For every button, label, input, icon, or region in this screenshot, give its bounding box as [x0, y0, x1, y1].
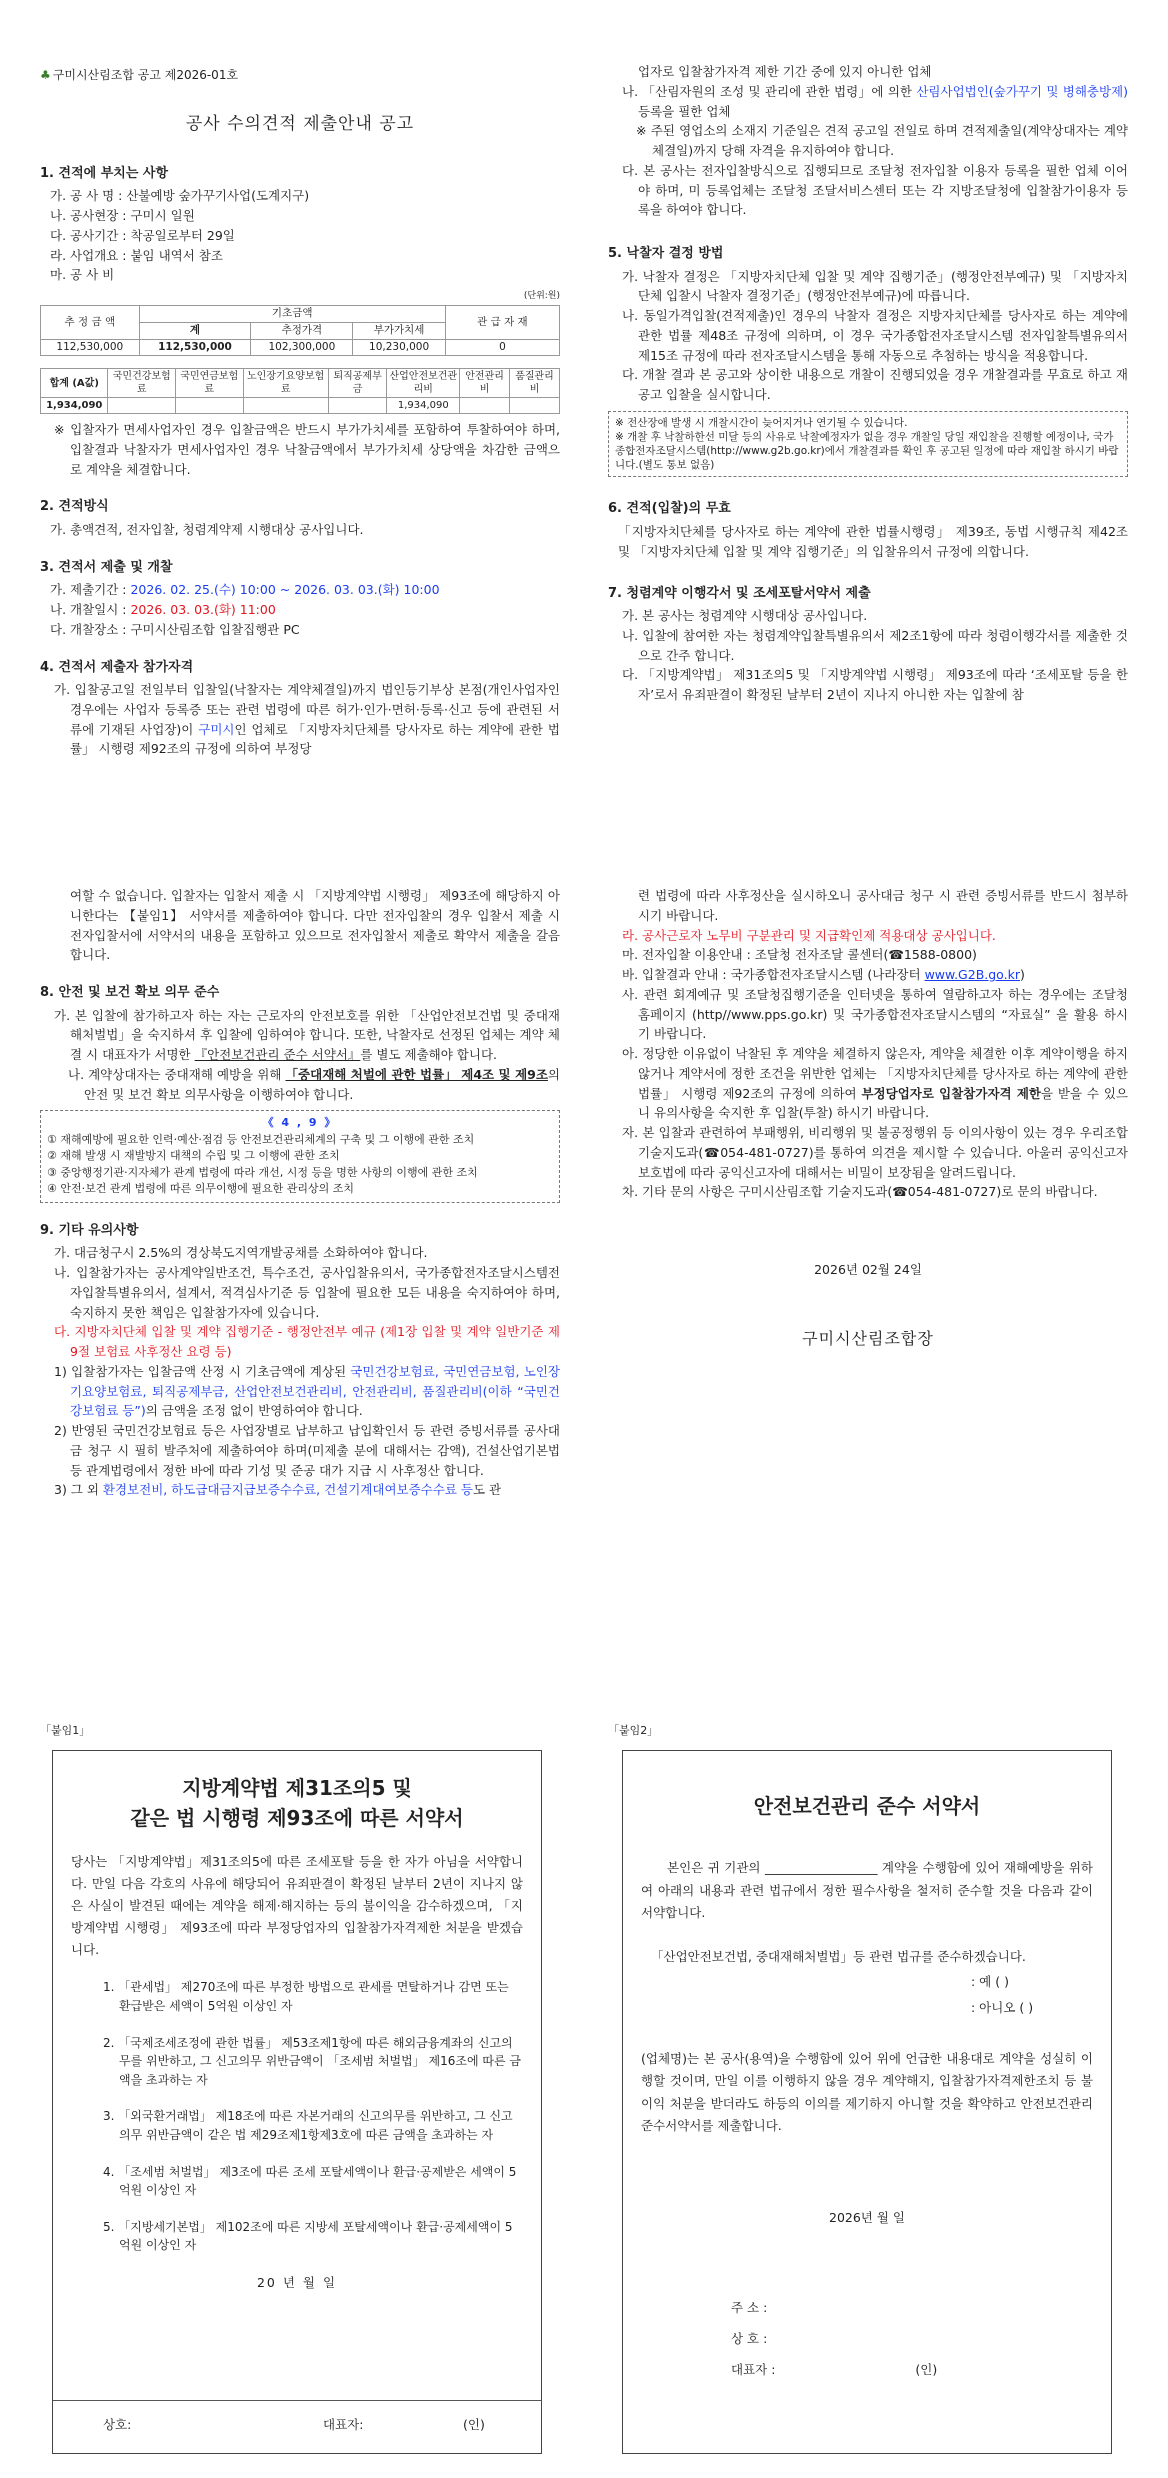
section5-heading: 5. 낙찰자 결정 방법 [608, 246, 724, 261]
s9-item-c: 다. 지방자치단체 입찰 및 계약 집행기준 - 행정안전부 예규 (제1장 입찰 및 계약 일반기준 제9절 보험료 사후정산 요령 등) [54, 1324, 560, 1360]
att2-date: 2026년 월 일 [829, 2209, 905, 2225]
s5-note: ※ 전산장애 발생 시 개찰시간이 늦어지거나 연기될 수 있습니다. [615, 416, 908, 429]
att1-company-label: 상호: [103, 2417, 132, 2433]
s8-item-a: 가. 본 입찰에 참가하고자 하는 자는 근로자의 안전보호를 위한 「산업안전보건법 및 중대재해처벌법」을 숙지하셔 후 입찰에 임하여야 합니다. 또한, 낙찰자로 선정된 업체는 계약 체결 시 대표자가 서명한 『안전보건관리 준수 서약서』를 별도 제출해야 합니다. [54, 1007, 560, 1063]
table-cell [108, 398, 176, 414]
forest-association-logo-icon: ♣ [40, 68, 51, 82]
att2-law-statement: 「산업안전보건법, 중대재해처벌법」등 관련 법규를 준수하겠습니다. [651, 1948, 1026, 1964]
table-header: 안전관리비 [460, 369, 510, 398]
s4-item-a-cont: 업자로 입찰참가자격 제한 기간 중에 있지 아니한 업체 [638, 64, 932, 79]
s4-item-a: 가. 입찰공고일 전일부터 입찰일(낙찰자는 계약체결일)까지 법인등기부상 본점(개인사업자인 경우에는 사업자 등록증 또는 관련 법령에 따른 허가·인가·면허·등록·신고 등에 관련된 서류에 기재된 사업장)이 구미시인 업체로 「지방자치단체를 당사자로 하는 계약에 관한 법률」 시행령 제92조의 규정에 의하여 부정당 [54, 682, 560, 757]
att2-rep-label: 대표자 : [731, 2362, 776, 2377]
att2-yes-option[interactable]: : 예 ( ) [971, 1974, 1009, 1990]
table-cell [243, 398, 328, 414]
article-box-item: ① 재해예방에 필요한 인력·예산·점검 등 안전보건관리체계의 구축 및 그 이행에 관한 조치 [47, 1132, 475, 1146]
attachment1-pledge-form [52, 1750, 542, 2454]
announcement-header [40, 66, 560, 85]
table-header: 계 [139, 322, 251, 339]
s2-body: 가. 총액견적, 전자입찰, 청렴계약제 시행대상 공사입니다. [50, 522, 364, 538]
att2-body: (업체명)는 본 공사(용역)을 수행함에 있어 위에 언급한 내용대로 계약을 성실히 이행할 것이며, 만일 이를 이행하지 않을 경우 계약해지, 입찰참가자격제한조치 등 불이익 처분을 받더라도 하등의 이의를 제기하지 아니할 것을 확약하고 안전보건관리 준수서약서를 제출합니다. [641, 2050, 1093, 2134]
announcement-number: 구미시산림조합 공고 제2026-01호 [52, 68, 239, 82]
article-box-item: ④ 안전·보건 관계 법령에 따른 의무이행에 필요한 관리상의 조치 [47, 1182, 354, 1196]
forest-business-link: 산림사업법인(숲가꾸기 및 병해충방제) [916, 83, 1128, 99]
table-header: 국민연금보험료 [176, 369, 244, 398]
table-header: 합계 (A값) [41, 369, 108, 398]
s7-item-c: 다. 「지방계약법」 제31조의5 및 「지방계약법 시행령」 제93조에 따라 ‘조세포탈 등을 한 자’로서 유죄판결이 확정된 날부터 2년이 지나지 아니한 자는 입찰에 참 [622, 667, 1128, 703]
table-header: 추정가격 [251, 322, 353, 339]
att1-item: 1. 「관세법」 제270조에 따른 부정한 방법으로 관세를 면탈하거나 감면 또는 환급받은 세액이 5억원 이상인 자 [103, 1980, 509, 2013]
page2-right-column [608, 886, 1128, 1351]
table-header: 노인장기요양보험료 [243, 369, 328, 398]
table-header: 품질관리비 [510, 369, 560, 398]
page1-left-column [40, 66, 560, 759]
s9-item-a: 가. 대금청구시 2.5%의 경상북도지역개발공채를 소화하여야 합니다. [54, 1245, 428, 1261]
city-name: 구미시 [198, 721, 235, 737]
insurance-table [40, 368, 560, 414]
insurance-list: 국민건강보험료, 국민연금보험, 노인장기요양보험료, 퇴직공제부금, 산업안전보건관리비, 안전관리비, 품질관리비(이하 “국민건강보험료 등”) [70, 1363, 560, 1419]
submission-period: 가. 제출기간 : 2026. 02. 25.(수) 10:00 ~ 2026. 03. 03.(화) 10:00 [50, 582, 440, 598]
table-cell: 1,934,090 [41, 398, 108, 414]
att1-title-line1: 지방계약법 제31조의5 및 [182, 1776, 412, 1800]
s9-item-ra: 라. 공사근로자 노무비 구분관리 및 지급확인제 적용대상 공사입니다. [622, 927, 996, 943]
s4-star-note: ※ 주된 영업소의 소재지 기준일은 견적 공고일 전일로 하며 견적제출일(계약상대자는 계약체결일)까지 당해 자격을 유지하여야 합니다. [636, 123, 1128, 158]
table-header: 부가가치세 [353, 322, 445, 339]
s6-body: 「지방자치단체를 당사자로 하는 계약에 관한 법률시행령」 제39조, 동법 시행규칙 제42조 및 「지방자치단체 입찰 및 계약 집행기준」의 입찰유의서 규정에 의합니다. [618, 524, 1128, 559]
s1-item: 가. 공 사 명 : 산불예방 숲가꾸기사업(도계지구) [50, 188, 310, 204]
s5-item-a: 가. 낙찰자 결정은 「지방자치단체 입찰 및 계약 집행기준」(행정안전부예규) 및 「지방자치단체 입찰시 낙찰자 결정기준」(행정안전부예규)에 따릅니다. [622, 268, 1128, 304]
s5-item-b: 나. 동일가격입찰(견적제출)인 경우의 낙찰자 결정은 지방자치단체를 당사자로 하는 계약에 관한 법률 제48조 규정에 의하며, 이 경우 국가종합전자조달시스템 전자입찰특별유의서 제15조 규정에 따라 전자조달시스템을 통해 자동으로 추첨하는 방식을 적용합니다. [622, 308, 1128, 363]
submission-period-value: 2026. 02. 25.(수) 10:00 ~ 2026. 03. 03.(화) 10:00 [130, 582, 440, 598]
s7-item-a: 가. 본 공사는 청렴계약 시행대상 공사입니다. [622, 608, 868, 624]
s9-item-c2: 2) 반영된 국민건강보험료 등은 사업장별로 납부하고 납입확인서 등 관련 증빙서류를 공사대금 청구 시 필히 발주처에 제출하여야 하며(미제출 분에 대해서는 감액), 건설산업기본법 등 관계법령에서 정한 바에 따라 기성 및 준공 대가 지급 시 사후정산 합니다. [54, 1423, 560, 1478]
table-cell [176, 398, 244, 414]
vat-note: ※ 입찰자가 면세사업자인 경우 입찰금액은 반드시 부가가치세를 포함하여 투찰하여야 하며, 입찰결과 낙찰자가 면세사업자인 경우 낙찰금액에서 부가가치세 상당액을 차감한 금액으로 계약을 체결합니다. [54, 422, 560, 477]
s1-item: 마. 공 사 비 [50, 267, 115, 283]
s9-item-c3: 3) 그 외 환경보전비, 하도급대금지급보증수수료, 건설기계대여보증수수료 등도 관 [54, 1482, 502, 1498]
att2-no-option[interactable]: : 아니오 ( ) [971, 2000, 1034, 2015]
table-cell [510, 398, 560, 414]
issuer-name: 구미시산림조합장 [802, 1328, 934, 1348]
s5-note-box [608, 411, 1128, 478]
table-header: 추 정 금 액 [41, 306, 140, 339]
section2-heading: 2. 견적방식 [40, 499, 109, 515]
s9-item-ba: 바. 입찰결과 안내 : 국가종합전자조달시스템 (나라장터 www.G2B.go.kr) [622, 967, 1025, 982]
att1-seal: (인) [463, 2417, 485, 2433]
att2-intro: 본인은 귀 기관의 __________________ 계약을 수행함에 있어 재해예방을 위하여 아래의 내용과 관련 법규에서 정한 필수사항을 철저히 준수할 것을 다음과 같이 서약합니다. [641, 1860, 1093, 1920]
article-box-item: ③ 중앙행정기관·지자체가 관계 법령에 따라 개선, 시정 등을 명한 사항의 이행에 관한 조치 [47, 1165, 478, 1179]
att2-address-label: 주 소 : [731, 2299, 768, 2315]
table-header: 국민건강보험료 [108, 369, 176, 398]
section3-heading: 3. 견적서 제출 및 개찰 [40, 559, 173, 575]
s9-item-ma: 마. 전자입찰 이용안내 : 조달청 전자조달 콜센터(☎1588-0800) [622, 947, 977, 963]
s9-item-ja: 자. 본 입찰과 관련하여 부패행위, 비리행위 및 불공정행위 등 이의사항이 있는 경우 우리조합 기술지도과(☎054-481-0727)를 통하여 의견을 제시할 수 있습니다. 아울러 공익신고자보호법에 따라 공익신고자에 대해서는 비밀이 보장됨을 알려드립니다. [622, 1125, 1128, 1180]
s5-note: ※ 개찰 후 낙찰하한선 미달 등의 사유로 낙찰예정자가 없을 경우 개찰일 당일 재입찰을 진행할 예정이나, 국가종합전자조달시스템(http://www.g2b.go.kr)에서 개찰결과를 확인 후 공고된 일정에 따라 재입찰 하시기 바랍니다.(별도 통보 없음) [615, 430, 1119, 472]
table-cell: 112,530,000 [41, 339, 140, 356]
section1-heading: 1. 견적에 부치는 사항 [40, 165, 169, 181]
section4-heading: 4. 견적서 제출자 참가자격 [40, 659, 194, 675]
att2-title: 안전보건관리 준수 서약서 [753, 1794, 981, 1818]
attachment2-label: 「붙임2」 [608, 1724, 659, 1737]
table-cell [328, 398, 387, 414]
s9-item-b: 나. 입찰참가자는 공사계약일반조건, 특수조건, 공사입찰유의서, 국가종합전자조달시스템전자입찰특별유의서, 설계서, 적격심사기준 등 입찰에 필요한 모든 내용을 숙지하여야 하며, 숙지하지 못한 책임은 입찰참가자에 있습니다. [54, 1265, 560, 1320]
att1-item: 5. 「지방세기본법」 제102조에 따른 지방세 포탈세액이나 환급·공제세액이 5억원 이상인 자 [103, 2219, 513, 2253]
table-cell [460, 398, 510, 414]
s9-item-c1: 1) 입찰참가자는 입찰금액 산정 시 기초금액에 계상된 국민건강보험료, 국민연금보험, 노인장기요양보험료, 퇴직공제부금, 산업안전보건관리비, 안전관리비, 품질관리비(이하 “국민건강보험료 등”)의 금액을 조정 없이 반영하여야 합니다. [54, 1363, 560, 1419]
att2-company-label: 상 호 : [731, 2330, 768, 2346]
section6-heading: 6. 견적(입찰)의 무효 [608, 501, 731, 517]
s7-item-c-cont: 여할 수 없습니다. 입찰자는 입찰서 제출 시 「지방계약법 시행령」 제93조에 해당하지 아니한다는 【붙임1】 서약서를 제출하여야 합니다. 다만 전자입찰의 경우 입찰서 제출 시 전자입찰서에 서약서의 내용을 포함하고 있으므로 전자입찰서 제출로 확약서 제출을 갈음합니다. [70, 888, 560, 963]
att1-rep-label: 대표자: [323, 2417, 364, 2433]
table-cell: 102,300,000 [251, 339, 353, 356]
att1-intro: 당사는 「지방계약법」제31조의5에 따른 조세포탈 등을 한 자가 아님을 서약합니다. 만일 다음 각호의 사유에 해당되어 유죄판결이 확정된 날부터 2년이 지나지 않은 사실이 발견된 때에는 계약을 해제·해지하는 등의 불이익을 감수하겠으며, 「지방계약법 시행령」 제93조에 따라 부정당업자의 입찰참가자격제한 처분을 받겠습니다. [71, 1854, 523, 1957]
attachment2-safety-pledge-form [622, 1750, 1112, 2454]
g2b-link[interactable]: www.G2B.go.kr [924, 967, 1020, 982]
s4-item-c: 다. 본 공사는 전자입찰방식으로 집행되므로 조달청 전자입찰 이용자 등록을 필한 업체 이어야 하며, 미 등록업체는 조달청 조달서비스센터 또는 각 지방조달청에 입찰참가이용자 등록을 하여야 합니다. [622, 162, 1128, 218]
page1-right-column [608, 62, 1128, 705]
table-cell: 10,230,000 [353, 339, 445, 356]
table-header: 퇴직공제부금 [328, 369, 387, 398]
att1-title-line2: 같은 법 시행령 제93조에 따른 서약서 [130, 1806, 464, 1830]
opening-datetime-value: 2026. 03. 03.(화) 11:00 [130, 602, 276, 618]
s9-item-aa: 아. 정당한 이유없이 낙찰된 후 계약을 체결하지 않은자, 계약을 체결한 이후 계약이행을 하지 않거나 계약서에 정한 조건을 위반한 업체는 「지방자치단체를 당사자로 하는 계약에 관한 법률」 시행령 제92조의 규정에 의하여 부정당업자로 입찰참가자격 제한을 받을 수 있으니 유의사항을 숙지한 후 입찰(투찰) 하시기 바랍니다. [622, 1046, 1128, 1121]
table-header: 관 급 자 재 [445, 306, 559, 339]
page2-left-column [40, 886, 560, 1500]
table-header: 산업안전보건관리비 [387, 369, 460, 398]
opening-place: 다. 개찰장소 : 구미시산림조합 입찰집행관 PC [50, 621, 300, 637]
att2-seal: (인) [915, 2362, 938, 2377]
section8-heading: 8. 안전 및 보건 확보 의무 준수 [40, 985, 220, 1000]
s8-item-b: 나. 계약상대자는 중대재해 예방을 위해 「중대재해 처벌에 관한 법률」 제4조 및 제9조의 안전 및 보건 확보 의무사항을 이행하여야 합니다. [68, 1066, 560, 1102]
safety-pledge-ref: 『안전보건관리 준수 서약서』 [194, 1047, 361, 1063]
s9-item-cha: 차. 기타 문의 사항은 구미시산림조합 기술지도과(☎054-481-0727)로 문의 바랍니다. [622, 1184, 1098, 1200]
att1-item: 3. 「외국환거래법」 제18조에 따른 자본거래의 신고의무를 위반하고, 그 신고의무 위반금액이 같은 법 제29조제1항제3호에 따른 금액을 초과하는 자 [103, 2109, 513, 2142]
s7-item-b: 나. 입찰에 참여한 자는 청렴계약입찰특별유의서 제2조1항에 따라 청렴이행각서를 제출한 것으로 간주 합니다. [622, 627, 1128, 663]
attachment1-label: 「붙임1」 [40, 1724, 91, 1737]
s1-item: 나. 공사현장 : 구미시 일원 [50, 208, 195, 224]
s8-article-box [40, 1110, 560, 1203]
table-cell: 112,530,000 [139, 339, 251, 356]
section7-heading: 7. 청렴계약 이행각서 및 조세포탈서약서 제출 [608, 585, 871, 601]
s1-item: 라. 사업개요 : 붙임 내역서 참조 [50, 247, 223, 263]
article-box-item: ② 재해 발생 시 재발방지 대책의 수립 및 그 이행에 관한 조치 [47, 1149, 340, 1163]
table-header: 기초금액 [139, 306, 445, 323]
section9-heading: 9. 기타 유의사항 [40, 1222, 139, 1238]
opening-datetime: 나. 개찰일시 : 2026. 03. 03.(화) 11:00 [50, 602, 276, 618]
serious-accident-law-ref: 「중대재해 처벌에 관한 법률」 제4조 및 제9조 [285, 1066, 548, 1082]
table-cell: 0 [445, 339, 559, 356]
announcement-date: 2026년 02월 24일 [814, 1262, 922, 1277]
unit-label: (단위:원) [523, 291, 560, 302]
s5-item-c: 다. 개찰 결과 본 공고와 상이한 내용으로 개찰이 진행되었을 경우 개찰결과를 무효로 하고 재공고 입찰을 실시합니다. [622, 367, 1128, 403]
att1-item: 4. 「조세범 처벌법」 제3조에 따른 조세 포탈세액이나 환급·공제받은 세액이 5억원 이상인 자 [103, 2164, 517, 2198]
s1-item: 다. 공사기간 : 착공일로부터 29일 [50, 227, 235, 243]
other-fees-list: 환경보전비, 하도급대금지급보증수수료, 건설기계대여보증수수료 등 [102, 1482, 473, 1498]
s9-item-c3-cont: 련 법령에 따라 사후정산을 실시하오니 공사대금 청구 시 관련 증빙서류를 반드시 첨부하시기 바랍니다. [638, 888, 1128, 923]
cost-table [40, 305, 560, 356]
article-box-title: 《 4 , 9 》 [262, 1116, 338, 1130]
att1-date: 20 년 월 일 [256, 2274, 338, 2290]
att1-item: 2. 「국제조세조정에 관한 법률」 제53조제1항에 따른 해외금융계좌의 신고의무를 위반하고, 그 신고의무 위반금액이 「조세범 처벌법」 제16조에 따른 금액을 초과하는 자 [103, 2035, 521, 2087]
s4-item-b: 나. 「산림자원의 조성 및 관리에 관한 법령」에 의한 산림사업법인(숲가꾸기 및 병해충방제)등록을 필한 업체 [622, 83, 1128, 119]
s9-item-sa: 사. 관련 회계예규 및 조달청집행기준을 인터넷을 통하여 열람하고자 하는 경우에는 조달청 홈페이지 (http//www.pps.go.kr) 및 국가종합전자조달시스템의 “자료실” 을 활용 하시기 바랍니다. [622, 986, 1128, 1042]
sanction-ref: 부정당업자로 입찰참가자격 제한 [861, 1085, 1041, 1101]
table-cell: 1,934,090 [387, 398, 460, 414]
page-title: 공사 수의견적 제출안내 공고 [185, 113, 415, 134]
